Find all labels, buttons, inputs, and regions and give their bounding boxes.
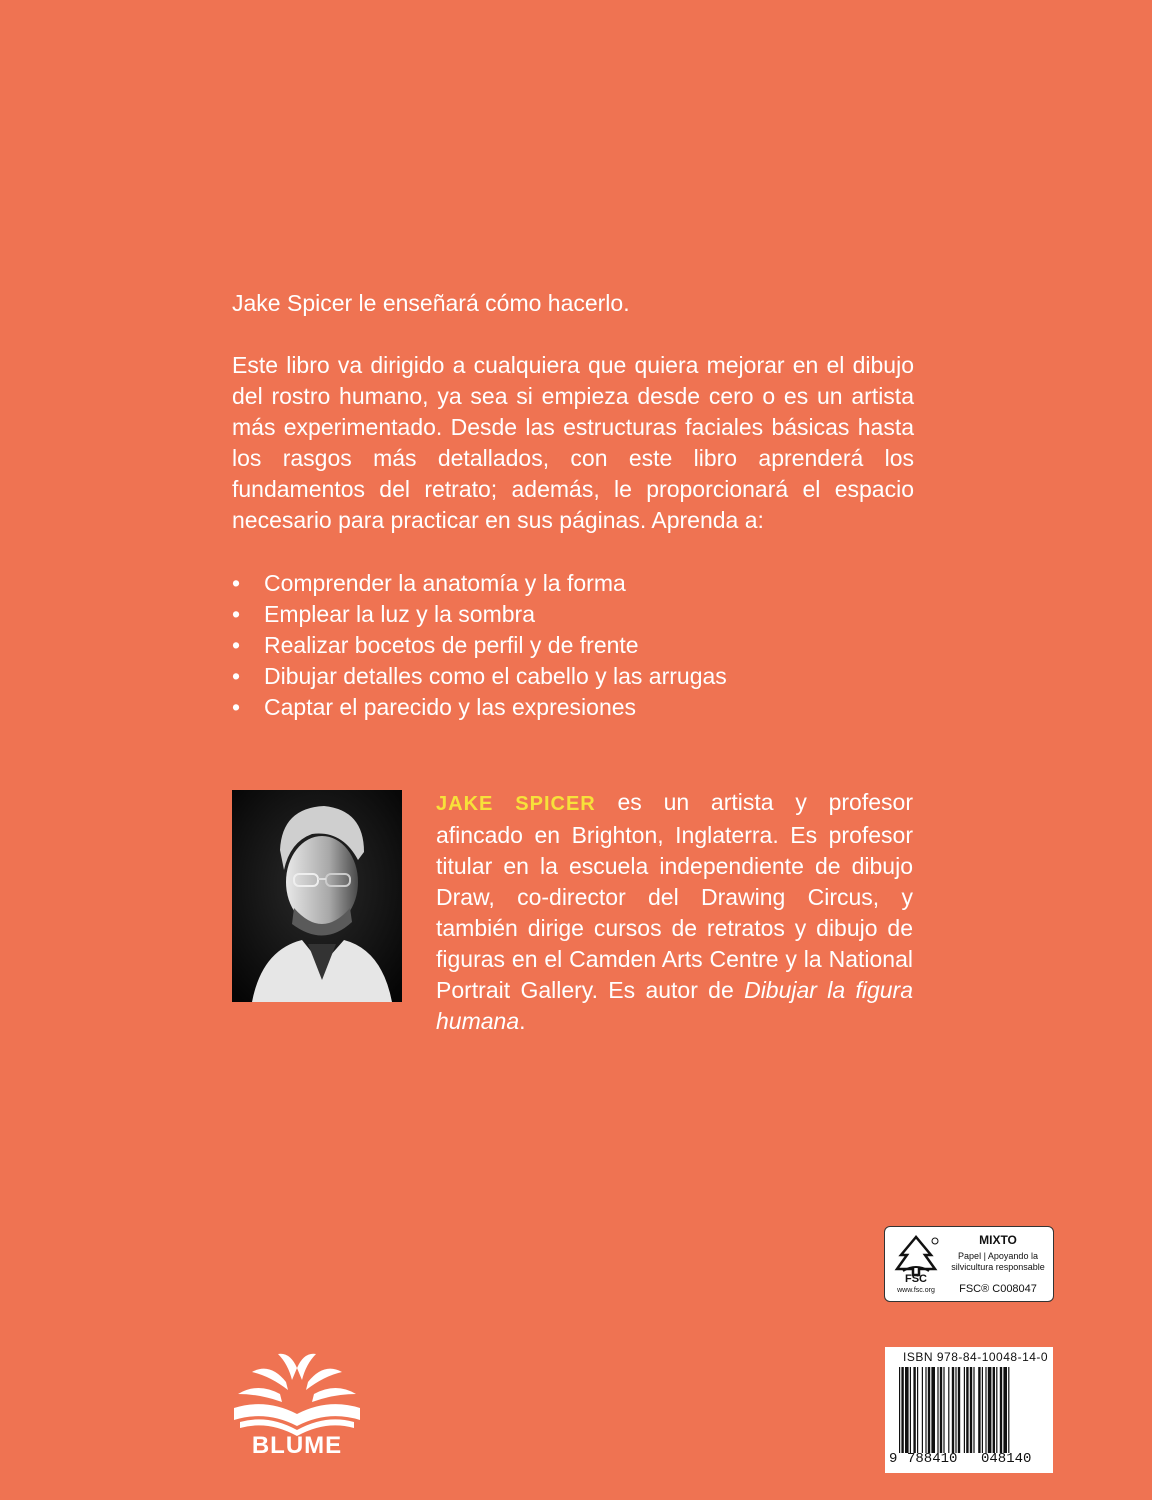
barcode-digit-first: 9 [889,1451,898,1467]
fsc-description: Papel | Apoyando la silvicultura responsable [951,1251,1045,1272]
barcode-digits-left: 788410 [907,1451,958,1467]
book-title: Dibujar la figura humana [436,977,913,1034]
list-item [232,599,912,630]
barcode-digits-right: 048140 [981,1451,1032,1467]
bullet-icon: • [232,694,241,720]
list-item [232,568,912,599]
bullet-icon: • [232,570,241,596]
list-item-text: Realizar bocetos de perfil y de frente [264,632,639,658]
isbn-text: ISBN 978-84-10048-14-0 [903,1350,1049,1364]
bullet-icon: • [232,601,241,627]
list-item [232,661,912,692]
learning-list [232,568,912,723]
fsc-mix-label: MIXTO [979,1233,1017,1247]
author-portrait-icon [232,790,402,1002]
publisher-name: BLUME [251,1432,343,1459]
author-bio [436,787,913,1037]
list-item-text: Captar el parecido y las expresiones [264,694,637,720]
fsc-code: FSC® C008047 [959,1283,1037,1295]
barcode-icon [899,1367,1047,1453]
isbn-barcode [885,1347,1053,1473]
list-item-text: Comprender la anatomía y la forma [264,570,626,596]
intro-line: Jake Spicer le enseñará cómo hacerlo. [232,290,630,316]
bullet-icon: • [232,663,241,689]
list-item [232,692,912,723]
fsc-label [884,1226,1054,1302]
author-name: JAKE SPICER [436,793,596,815]
description-paragraph: Este libro va dirigido a cualquiera que quiera mejorar en el dibujo del rostro humano, ya sea si empieza desde cero o es un artista más experimentado. Desde las estructuras faciales básicas hasta los rasgos más detallados, con este libro aprenderá los fundamentos del retrato; además, le proporcionará el espacio necesario para practicar en sus páginas. Aprenda a: [232,352,914,533]
bio-text: es un artista y profesor afincado en Brighton, Inglaterra. Es profesor titular en la escuela independiente de dibujo Draw, co-director del Drawing Circus, y también dirige cursos de retratos y dibujo de figuras en el Camden Arts Centre y la National Portrait Gallery. Es autor de [436,789,913,1003]
bio-end: . [519,1008,526,1034]
fsc-logo-text: FSC [905,1273,927,1285]
list-item [232,630,912,661]
fsc-logo [889,1233,943,1297]
fsc-url: www.fsc.org [897,1287,935,1294]
list-item-text: Dibujar detalles como el cabello y las arrugas [264,663,727,689]
bullet-icon: • [232,632,241,658]
list-item-text: Emplear la luz y la sombra [264,601,535,627]
author-photo [232,790,402,1002]
open-book-icon [230,1348,364,1438]
